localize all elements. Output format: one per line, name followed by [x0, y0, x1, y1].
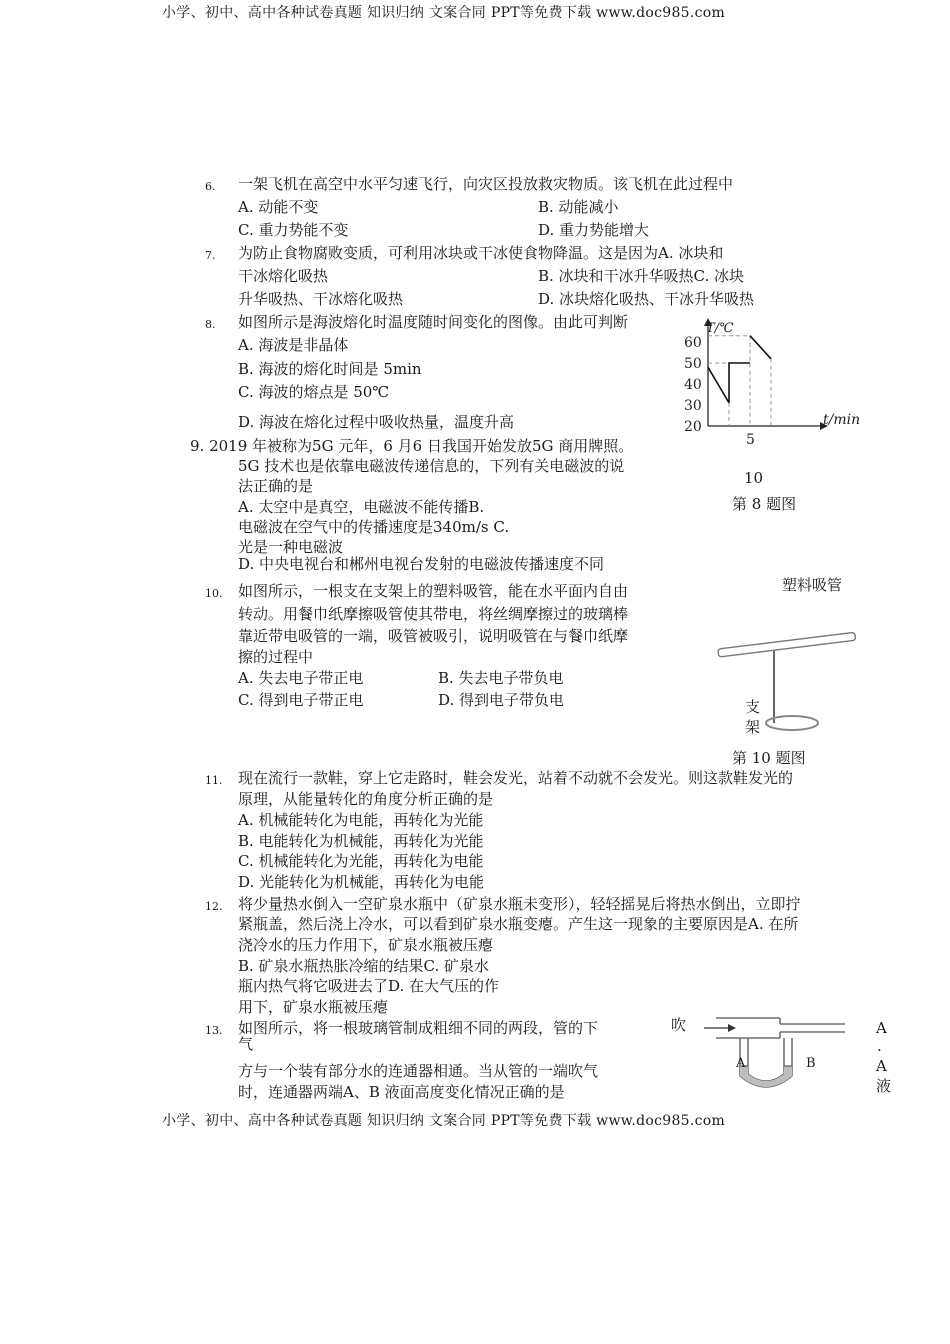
q6-option-b: B. 动能减小	[538, 198, 619, 216]
q13-line-1b: 气	[238, 1035, 254, 1053]
q8-ylabel: T/℃	[706, 321, 734, 336]
q8-chart-tick-10: 10	[744, 469, 764, 487]
q6-number: 6.	[205, 180, 216, 193]
q12-line-6: 用下，矿泉水瓶被压瘪	[238, 998, 389, 1016]
q8-series-segment-2	[729, 363, 750, 403]
q8-option-d: D. 海波在熔化过程中吸收热量，温度升高	[238, 413, 515, 431]
q9-line-6: 光是一种电磁波	[238, 538, 344, 556]
q7-line-2b: B. 冰块和干冰升华吸热C. 冰块	[538, 267, 745, 285]
q13-fig-blow-label: 吹	[671, 1016, 687, 1034]
q8-ytick-30: 30	[684, 398, 702, 414]
q13-tube-figure	[700, 1016, 850, 1098]
q13-side-text-3: A	[876, 1057, 887, 1075]
q7-line-3b: D. 冰块熔化吸热、干冰升华吸热	[538, 290, 755, 308]
q13-line-2: 方与一个装有部分水的连通器相通。当从管的一端吹气	[238, 1062, 599, 1080]
q11-option-b: B. 电能转化为机械能，再转化为光能	[238, 832, 484, 850]
q10-fig-caption: 第 10 题图	[732, 749, 806, 767]
page-header: 小学、初中、高中各种试卷真题 知识归纳 文案合同 PPT等免费下载 www.doc985.com	[162, 5, 726, 21]
q12-line-2: 紧瓶盖，然后浇上冷水，可以看到矿泉水瓶变瘪。产生这一现象的主要原因是A. 在所	[238, 915, 799, 933]
q13-line-1: 如图所示，将一根玻璃管制成粗细不同的两段，管的下	[238, 1019, 599, 1037]
q10-fig-straw-label: 塑料吸管	[782, 576, 843, 594]
q11-line-2: 原理，从能量转化的角度分析正确的是	[238, 790, 494, 808]
q8-series-segment-1	[708, 367, 729, 403]
q10-number: 10.	[205, 587, 223, 600]
q10-option-b: B. 失去电子带负电	[438, 669, 564, 687]
q10-fig-stand-label-1: 支	[745, 698, 761, 716]
q7-line-3a: 升华吸热、干冰熔化吸热	[238, 290, 404, 308]
q8-ytick-50: 50	[684, 356, 702, 372]
page-footer: 小学、初中、高中各种试卷真题 知识归纳 文案合同 PPT等免费下载 www.doc985.com	[162, 1113, 726, 1129]
q10-line-3: 靠近带电吸管的一端，吸管被吸引，说明吸管在与餐巾纸摩	[238, 627, 629, 645]
q11-option-a: A. 机械能转化为电能，再转化为光能	[238, 811, 484, 829]
q6-option-a: A. 动能不变	[238, 198, 319, 216]
q9-line-3: 法正确的是	[238, 477, 314, 495]
q7-line-2a: 干冰熔化吸热	[238, 267, 329, 285]
q6-stem: 一架飞机在高空中水平匀速飞行，向灾区投放救灾物质。该飞机在此过程中	[238, 175, 734, 193]
q8-stem: 如图所示是海波熔化时温度随时间变化的图像。由此可判断	[238, 313, 629, 331]
q11-option-d: D. 光能转化为机械能，再转化为电能	[238, 873, 485, 891]
q8-xlabel: t/min	[823, 412, 861, 428]
q8-chart-caption: 第 8 题图	[732, 495, 797, 513]
q13-fig-label-b: B	[806, 1056, 816, 1071]
q9-line-4: A. 太空中是真空，电磁波不能传播B.	[238, 498, 485, 516]
q9-line-5: 电磁波在空气中的传播速度是340m/s C.	[238, 518, 510, 536]
q13-side-text-4: 液	[876, 1077, 892, 1095]
q6-option-d: D. 重力势能增大	[538, 221, 650, 239]
q12-line-4: B. 矿泉水瓶热胀冷缩的结果C. 矿泉水	[238, 957, 490, 975]
q10-option-d: D. 得到电子带负电	[438, 691, 565, 709]
q8-ytick-40: 40	[684, 377, 702, 393]
q10-line-2: 转动。用餐巾纸摩擦吸管使其带电，将丝绸摩擦过的玻璃棒	[238, 605, 629, 623]
q7-line-1: 为防止食物腐败变质，可利用冰块或干冰使食物降温。这是因为A. 冰块和	[238, 244, 724, 262]
q11-line-1: 现在流行一款鞋，穿上它走路时，鞋会发光，站着不动就不会发光。则这款鞋发光的	[238, 769, 794, 787]
q8-ytick-60: 60	[684, 335, 702, 351]
q10-fig-stand-label-2: 架	[745, 718, 761, 736]
q12-line-3: 浇冷水的压力作用下，矿泉水瓶被压瘪	[238, 936, 494, 954]
q10-option-c: C. 得到电子带正电	[238, 691, 364, 709]
q8-xtick-5: 5	[746, 432, 755, 448]
q8-option-b: B. 海波的熔化时间是 5min	[238, 360, 422, 378]
q9-line-1: 9. 2019 年被称为5G 元年，6 月6 日我国开始发放5G 商用牌照。	[190, 437, 634, 455]
q6-option-c: C. 重力势能不变	[238, 221, 349, 239]
q10-line-1: 如图所示，一根支在支架上的塑料吸管，能在水平面内自由	[238, 582, 629, 600]
q13-side-text-1: A	[876, 1019, 887, 1037]
q13-number: 13.	[205, 1024, 223, 1037]
q8-option-a: A. 海波是非晶体	[238, 336, 349, 354]
q10-line-4: 擦的过程中	[238, 648, 314, 666]
q13-fig-label-a: A	[736, 1056, 746, 1071]
q12-line-5: 瓶内热气将它吸进去了D. 在大气压的作	[238, 977, 500, 995]
q13-side-text-2: .	[877, 1037, 882, 1055]
q8-ytick-20: 20	[684, 419, 702, 435]
q12-line-1: 将少量热水倒入一空矿泉水瓶中（矿泉水瓶未变形），轻轻摇晃后将热水倒出，立即拧	[238, 895, 801, 913]
q10-option-a: A. 失去电子带正电	[238, 669, 364, 687]
q8-number: 8.	[205, 318, 216, 331]
q7-number: 7.	[205, 249, 216, 262]
q13-line-3: 时，连通器两端A、B 液面高度变化情况正确的是	[238, 1083, 565, 1101]
q11-option-c: C. 机械能转化为光能，再转化为电能	[238, 852, 484, 870]
q11-number: 11.	[205, 774, 223, 787]
q10-straw-figure	[712, 625, 862, 740]
q8-series-segment-3	[750, 336, 771, 359]
q9-line-7: D. 中央电视台和郴州电视台发射的电磁波传播速度不同	[238, 555, 605, 573]
q8-option-c: C. 海波的熔点是 50℃	[238, 383, 390, 401]
q9-line-2: 5G 技术也是依靠电磁波传递信息的，下列有关电磁波的说	[238, 457, 625, 475]
q8-temperature-chart	[672, 318, 872, 488]
q12-number: 12.	[205, 900, 223, 913]
